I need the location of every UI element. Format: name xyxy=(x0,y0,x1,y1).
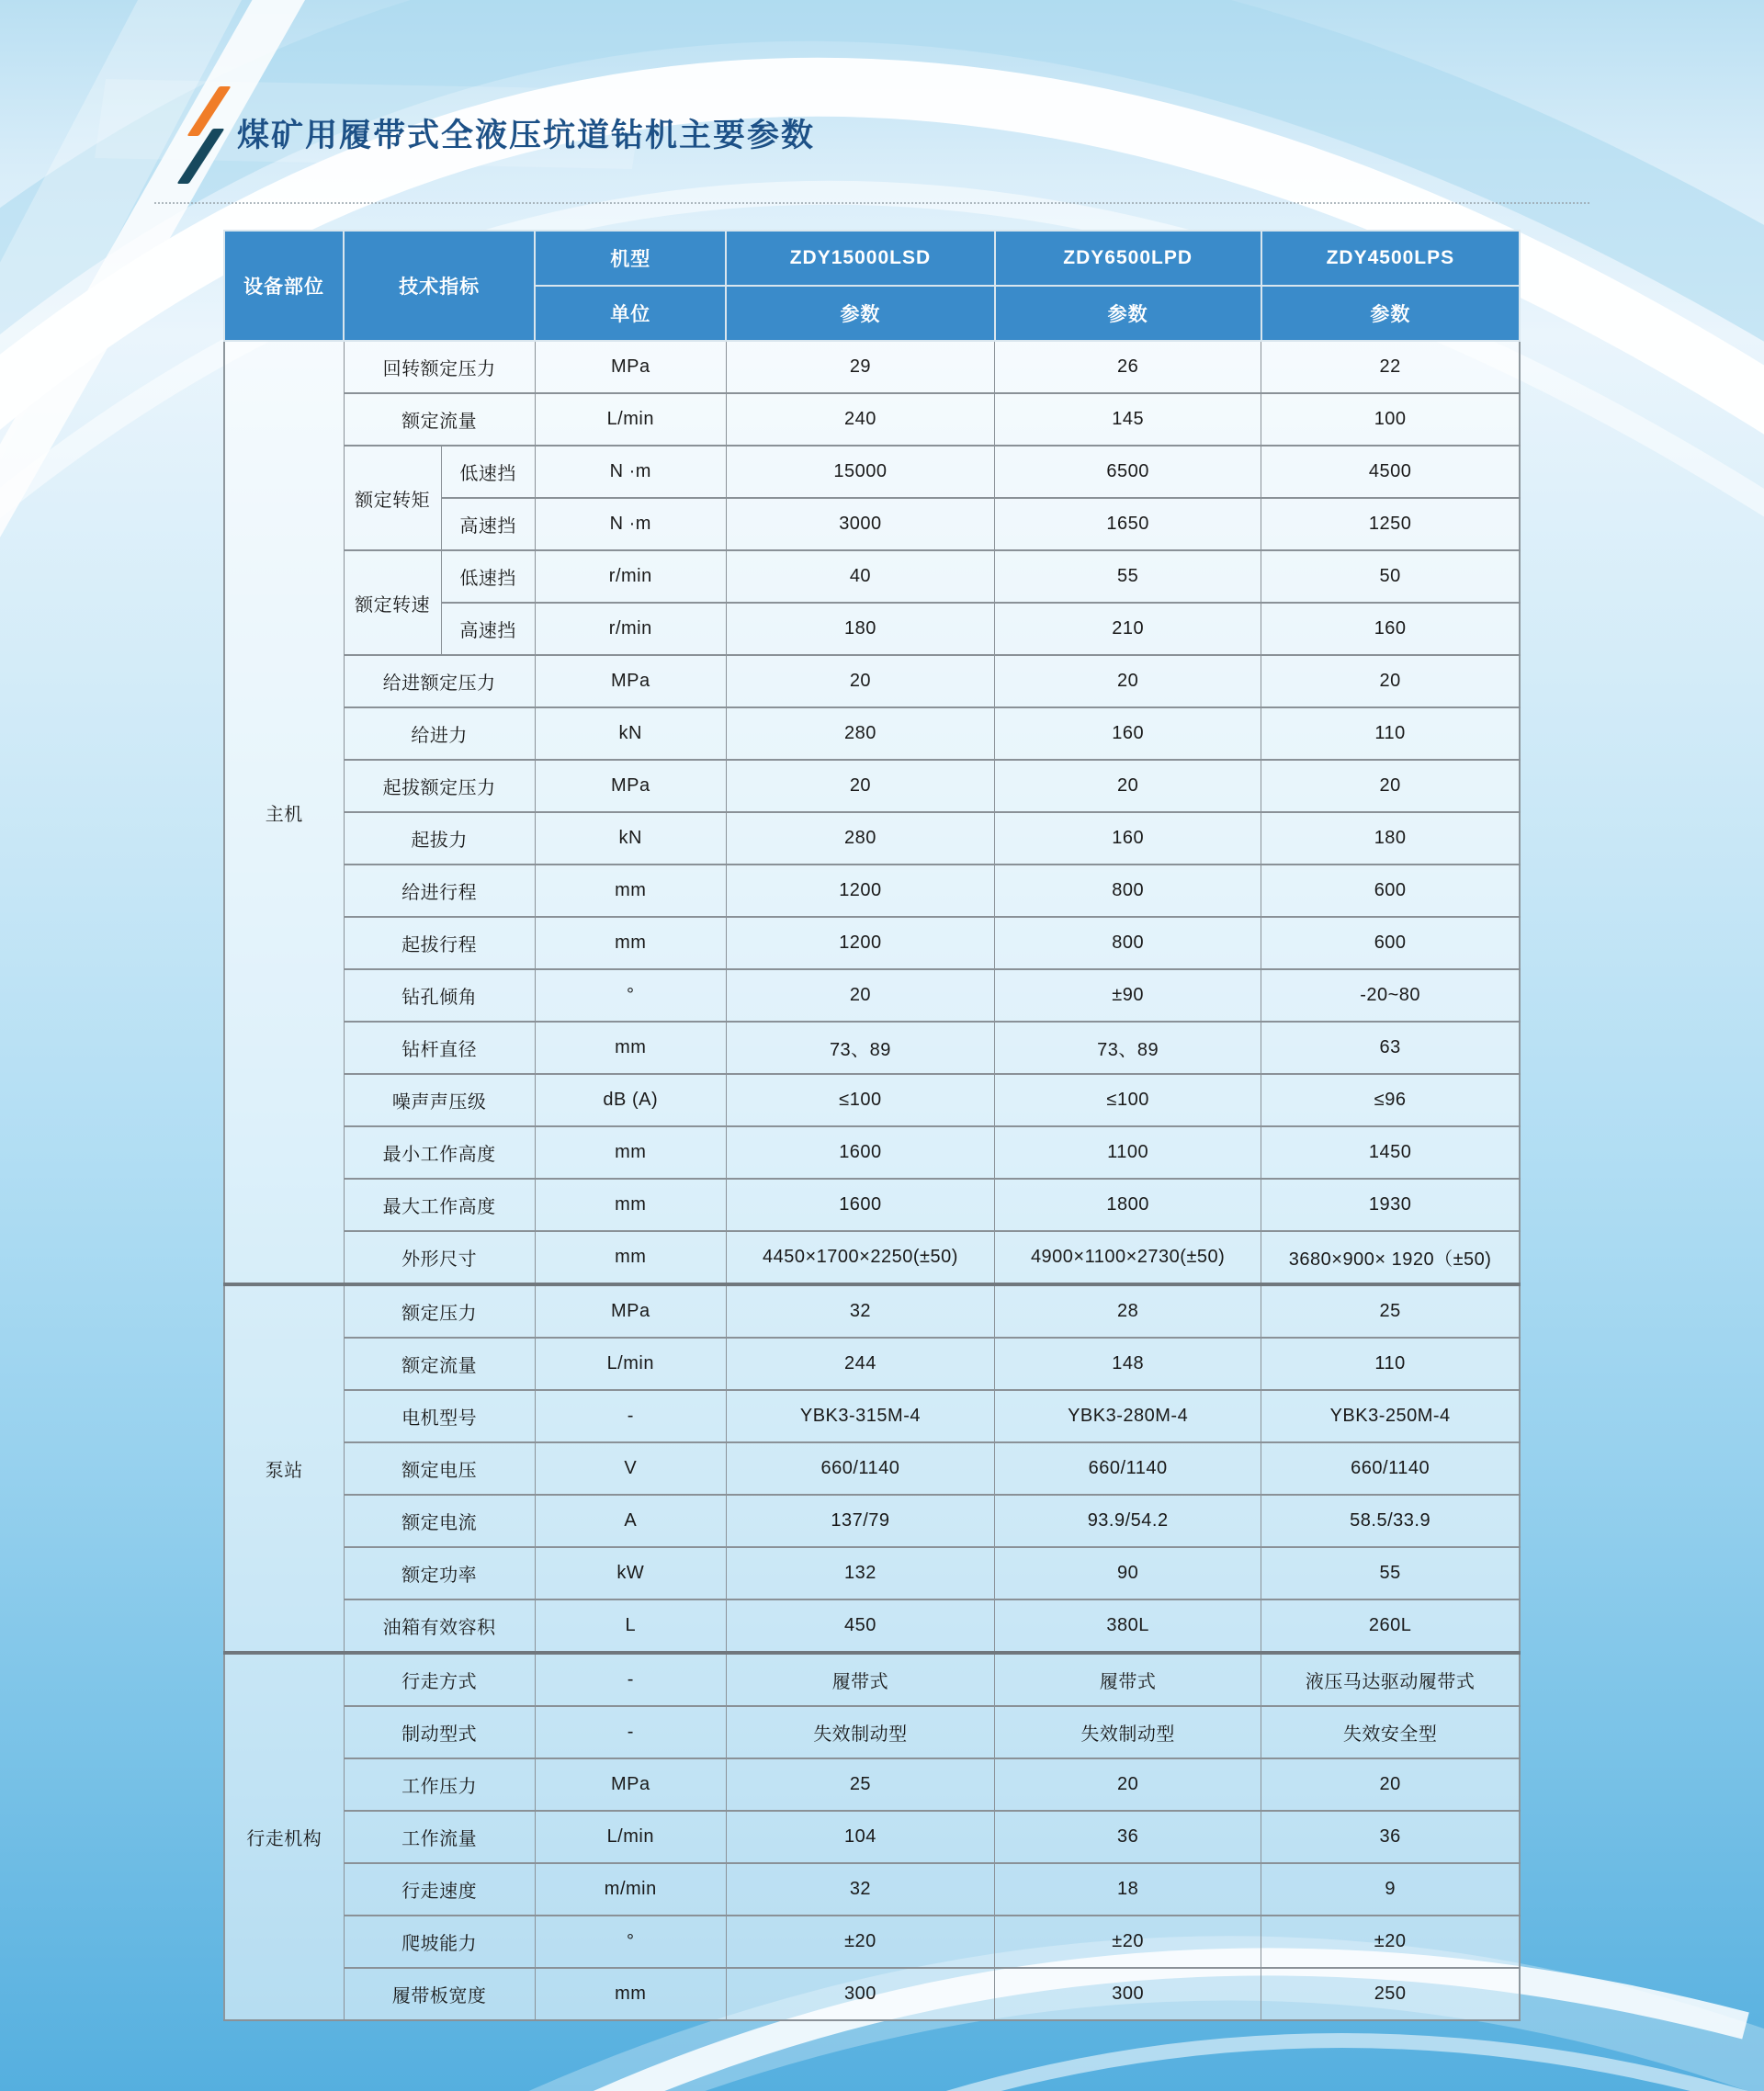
unit-cell: MPa xyxy=(535,760,726,812)
value-cell: 15000 xyxy=(726,446,994,498)
indicator-cell: 爬坡能力 xyxy=(344,1916,535,1968)
title-slash-orange-icon xyxy=(187,86,231,136)
table-row xyxy=(224,550,1520,603)
table-row xyxy=(224,1653,1520,1706)
value-cell: 55 xyxy=(995,550,1261,603)
value-cell: 58.5/33.9 xyxy=(1261,1495,1520,1547)
value-cell: 32 xyxy=(726,1863,994,1916)
value-cell: 20 xyxy=(1261,760,1520,812)
value-cell: 145 xyxy=(995,393,1261,446)
value-cell: 300 xyxy=(995,1968,1261,2020)
table-row xyxy=(224,1390,1520,1442)
header-device-cell: 设备部位 xyxy=(224,231,344,341)
indicator-cell: 额定压力 xyxy=(344,1284,535,1338)
table-row xyxy=(224,1126,1520,1179)
value-cell: ±20 xyxy=(726,1916,994,1968)
value-cell: 18 xyxy=(995,1863,1261,1916)
value-cell: 73、89 xyxy=(726,1022,994,1074)
value-cell: 250 xyxy=(1261,1968,1520,2020)
indicator-cell: 噪声声压级 xyxy=(344,1074,535,1126)
sub-indicator-cell: 低速挡 xyxy=(441,446,535,498)
table-row xyxy=(224,1916,1520,1968)
value-cell: ≤96 xyxy=(1261,1074,1520,1126)
header-param-cell-1: 参数 xyxy=(726,286,994,341)
sub-indicator-cell: 高速挡 xyxy=(441,603,535,655)
value-cell: ±90 xyxy=(995,969,1261,1022)
value-cell: 履带式 xyxy=(726,1653,994,1706)
indicator-cell: 额定流量 xyxy=(344,1338,535,1390)
indicator-cell: 额定转矩 xyxy=(344,446,441,550)
value-cell: 22 xyxy=(1261,341,1520,393)
table-row xyxy=(224,1338,1520,1390)
unit-cell: mm xyxy=(535,1179,726,1231)
value-cell: 20 xyxy=(995,1758,1261,1811)
indicator-cell: 最小工作高度 xyxy=(344,1126,535,1179)
indicator-cell: 起拔力 xyxy=(344,812,535,865)
indicator-cell: 钻杆直径 xyxy=(344,1022,535,1074)
indicator-cell: 额定电压 xyxy=(344,1442,535,1495)
value-cell: 450 xyxy=(726,1599,994,1653)
value-cell: YBK3-280M-4 xyxy=(995,1390,1261,1442)
value-cell: 50 xyxy=(1261,550,1520,603)
value-cell: 380L xyxy=(995,1599,1261,1653)
value-cell: 660/1140 xyxy=(726,1442,994,1495)
table-row xyxy=(224,1495,1520,1547)
unit-cell: kW xyxy=(535,1547,726,1599)
header-param-cell-3: 参数 xyxy=(1261,286,1520,341)
value-cell: 800 xyxy=(995,917,1261,969)
value-cell: 210 xyxy=(995,603,1261,655)
value-cell: 3000 xyxy=(726,498,994,550)
table-row xyxy=(224,1442,1520,1495)
unit-cell: r/min xyxy=(535,550,726,603)
value-cell: 28 xyxy=(995,1284,1261,1338)
indicator-cell: 电机型号 xyxy=(344,1390,535,1442)
unit-cell: MPa xyxy=(535,341,726,393)
header-param-cell-2: 参数 xyxy=(995,286,1261,341)
unit-cell: - xyxy=(535,1390,726,1442)
value-cell: 110 xyxy=(1261,707,1520,760)
value-cell: 1650 xyxy=(995,498,1261,550)
value-cell: 失效安全型 xyxy=(1261,1706,1520,1758)
spec-table-body xyxy=(224,341,1520,2020)
header-model-zdy6500lpd: ZDY6500LPD xyxy=(995,231,1261,286)
table-row xyxy=(224,969,1520,1022)
unit-cell: r/min xyxy=(535,603,726,655)
value-cell: 260L xyxy=(1261,1599,1520,1653)
value-cell: 160 xyxy=(995,812,1261,865)
unit-cell: mm xyxy=(535,1968,726,2020)
value-cell: 36 xyxy=(1261,1811,1520,1863)
unit-cell: MPa xyxy=(535,1284,726,1338)
indicator-cell: 油箱有效容积 xyxy=(344,1599,535,1653)
value-cell: ≤100 xyxy=(726,1074,994,1126)
unit-cell: mm xyxy=(535,917,726,969)
value-cell: 20 xyxy=(726,655,994,707)
value-cell: 160 xyxy=(1261,603,1520,655)
unit-cell: N ·m xyxy=(535,446,726,498)
title-slash-teal-icon xyxy=(177,129,225,184)
value-cell: 1600 xyxy=(726,1126,994,1179)
table-row xyxy=(224,1179,1520,1231)
value-cell: YBK3-250M-4 xyxy=(1261,1390,1520,1442)
value-cell: 液压马达驱动履带式 xyxy=(1261,1653,1520,1706)
unit-cell: MPa xyxy=(535,1758,726,1811)
unit-cell: A xyxy=(535,1495,726,1547)
dotted-divider xyxy=(154,202,1589,204)
unit-cell: N ·m xyxy=(535,498,726,550)
indicator-cell: 制动型式 xyxy=(344,1706,535,1758)
value-cell: 20 xyxy=(726,760,994,812)
value-cell: 4500 xyxy=(1261,446,1520,498)
value-cell: 25 xyxy=(726,1758,994,1811)
indicator-cell: 履带板宽度 xyxy=(344,1968,535,2020)
value-cell: 660/1140 xyxy=(995,1442,1261,1495)
spec-table xyxy=(223,230,1521,2021)
value-cell: ±20 xyxy=(995,1916,1261,1968)
table-row xyxy=(224,917,1520,969)
value-cell: 1450 xyxy=(1261,1126,1520,1179)
value-cell: 100 xyxy=(1261,393,1520,446)
table-row xyxy=(224,865,1520,917)
value-cell: 240 xyxy=(726,393,994,446)
value-cell: 20 xyxy=(1261,1758,1520,1811)
value-cell: 180 xyxy=(1261,812,1520,865)
unit-cell: MPa xyxy=(535,655,726,707)
value-cell: 3680×900× 1920（±50) xyxy=(1261,1231,1520,1284)
table-row xyxy=(224,393,1520,446)
value-cell: 9 xyxy=(1261,1863,1520,1916)
value-cell: 1200 xyxy=(726,865,994,917)
value-cell: 800 xyxy=(995,865,1261,917)
value-cell: 20 xyxy=(1261,655,1520,707)
indicator-cell: 外形尺寸 xyxy=(344,1231,535,1284)
value-cell: 110 xyxy=(1261,1338,1520,1390)
table-row xyxy=(224,446,1520,498)
indicator-cell: 工作压力 xyxy=(344,1758,535,1811)
section-label: 主机 xyxy=(224,341,344,1284)
unit-cell: mm xyxy=(535,1022,726,1074)
indicator-cell: 起拔额定压力 xyxy=(344,760,535,812)
value-cell: 93.9/54.2 xyxy=(995,1495,1261,1547)
table-row xyxy=(224,1811,1520,1863)
header-unit-cell: 单位 xyxy=(535,286,726,341)
unit-cell: kN xyxy=(535,707,726,760)
unit-cell: - xyxy=(535,1653,726,1706)
value-cell: 244 xyxy=(726,1338,994,1390)
value-cell: 600 xyxy=(1261,865,1520,917)
unit-cell: ° xyxy=(535,969,726,1022)
value-cell: 104 xyxy=(726,1811,994,1863)
value-cell: 40 xyxy=(726,550,994,603)
value-cell: 63 xyxy=(1261,1022,1520,1074)
value-cell: 36 xyxy=(995,1811,1261,1863)
table-row xyxy=(224,1231,1520,1284)
table-row xyxy=(224,1547,1520,1599)
value-cell: 148 xyxy=(995,1338,1261,1390)
indicator-cell: 行走方式 xyxy=(344,1653,535,1706)
value-cell: 90 xyxy=(995,1547,1261,1599)
value-cell: 180 xyxy=(726,603,994,655)
value-cell: 失效制动型 xyxy=(995,1706,1261,1758)
value-cell: 660/1140 xyxy=(1261,1442,1520,1495)
section-label: 泵站 xyxy=(224,1284,344,1653)
value-cell: 4900×1100×2730(±50) xyxy=(995,1231,1261,1284)
table-row xyxy=(224,812,1520,865)
value-cell: -20~80 xyxy=(1261,969,1520,1022)
indicator-cell: 起拔行程 xyxy=(344,917,535,969)
unit-cell: m/min xyxy=(535,1863,726,1916)
unit-cell: L/min xyxy=(535,1811,726,1863)
table-row xyxy=(224,1863,1520,1916)
value-cell: YBK3-315M-4 xyxy=(726,1390,994,1442)
table-row xyxy=(224,1599,1520,1653)
value-cell: 55 xyxy=(1261,1547,1520,1599)
header-model-zdy4500lps: ZDY4500LPS xyxy=(1261,231,1520,286)
indicator-cell: 给进行程 xyxy=(344,865,535,917)
unit-cell: mm xyxy=(535,865,726,917)
unit-cell: L xyxy=(535,1599,726,1653)
unit-cell: V xyxy=(535,1442,726,1495)
unit-cell: dB (A) xyxy=(535,1074,726,1126)
table-row xyxy=(224,1074,1520,1126)
table-row xyxy=(224,1022,1520,1074)
table-row xyxy=(224,1706,1520,1758)
value-cell: 73、89 xyxy=(995,1022,1261,1074)
value-cell: ≤100 xyxy=(995,1074,1261,1126)
indicator-cell: 最大工作高度 xyxy=(344,1179,535,1231)
indicator-cell: 额定电流 xyxy=(344,1495,535,1547)
unit-cell: ° xyxy=(535,1916,726,1968)
value-cell: 20 xyxy=(995,655,1261,707)
value-cell: 1200 xyxy=(726,917,994,969)
indicator-cell: 给进额定压力 xyxy=(344,655,535,707)
value-cell: 1250 xyxy=(1261,498,1520,550)
header-model-cell: 机型 xyxy=(535,231,726,286)
spec-table-header xyxy=(224,231,1520,341)
value-cell: 4450×1700×2250(±50) xyxy=(726,1231,994,1284)
value-cell: 300 xyxy=(726,1968,994,2020)
unit-cell: L/min xyxy=(535,393,726,446)
value-cell: 280 xyxy=(726,812,994,865)
title-row xyxy=(92,81,1562,182)
unit-cell: kN xyxy=(535,812,726,865)
header-model-zdy15000lsd: ZDY15000LSD xyxy=(726,231,994,286)
indicator-cell: 工作流量 xyxy=(344,1811,535,1863)
value-cell: 失效制动型 xyxy=(726,1706,994,1758)
value-cell: 1800 xyxy=(995,1179,1261,1231)
unit-cell: - xyxy=(535,1706,726,1758)
value-cell: 25 xyxy=(1261,1284,1520,1338)
indicator-cell: 回转额定压力 xyxy=(344,341,535,393)
table-row xyxy=(224,655,1520,707)
indicator-cell: 额定功率 xyxy=(344,1547,535,1599)
table-row xyxy=(224,1968,1520,2020)
value-cell: 32 xyxy=(726,1284,994,1338)
table-row xyxy=(224,760,1520,812)
page-title: 煤矿用履带式全液压坑道钻机主要参数 xyxy=(237,118,816,153)
sub-indicator-cell: 高速挡 xyxy=(441,498,535,550)
table-row xyxy=(224,707,1520,760)
header-indicator-cell: 技术指标 xyxy=(344,231,535,341)
value-cell: ±20 xyxy=(1261,1916,1520,1968)
value-cell: 6500 xyxy=(995,446,1261,498)
value-cell: 20 xyxy=(726,969,994,1022)
table-row xyxy=(224,1284,1520,1338)
table-row xyxy=(224,341,1520,393)
indicator-cell: 额定转速 xyxy=(344,550,441,655)
table-row xyxy=(224,1758,1520,1811)
value-cell: 1600 xyxy=(726,1179,994,1231)
indicator-cell: 行走速度 xyxy=(344,1863,535,1916)
value-cell: 137/79 xyxy=(726,1495,994,1547)
value-cell: 160 xyxy=(995,707,1261,760)
value-cell: 26 xyxy=(995,341,1261,393)
unit-cell: L/min xyxy=(535,1338,726,1390)
sub-indicator-cell: 低速挡 xyxy=(441,550,535,603)
indicator-cell: 钻孔倾角 xyxy=(344,969,535,1022)
value-cell: 29 xyxy=(726,341,994,393)
value-cell: 280 xyxy=(726,707,994,760)
unit-cell: mm xyxy=(535,1231,726,1284)
value-cell: 1100 xyxy=(995,1126,1261,1179)
indicator-cell: 额定流量 xyxy=(344,393,535,446)
unit-cell: mm xyxy=(535,1126,726,1179)
value-cell: 132 xyxy=(726,1547,994,1599)
value-cell: 1930 xyxy=(1261,1179,1520,1231)
indicator-cell: 给进力 xyxy=(344,707,535,760)
value-cell: 600 xyxy=(1261,917,1520,969)
value-cell: 20 xyxy=(995,760,1261,812)
value-cell: 履带式 xyxy=(995,1653,1261,1706)
section-label: 行走机构 xyxy=(224,1653,344,2020)
